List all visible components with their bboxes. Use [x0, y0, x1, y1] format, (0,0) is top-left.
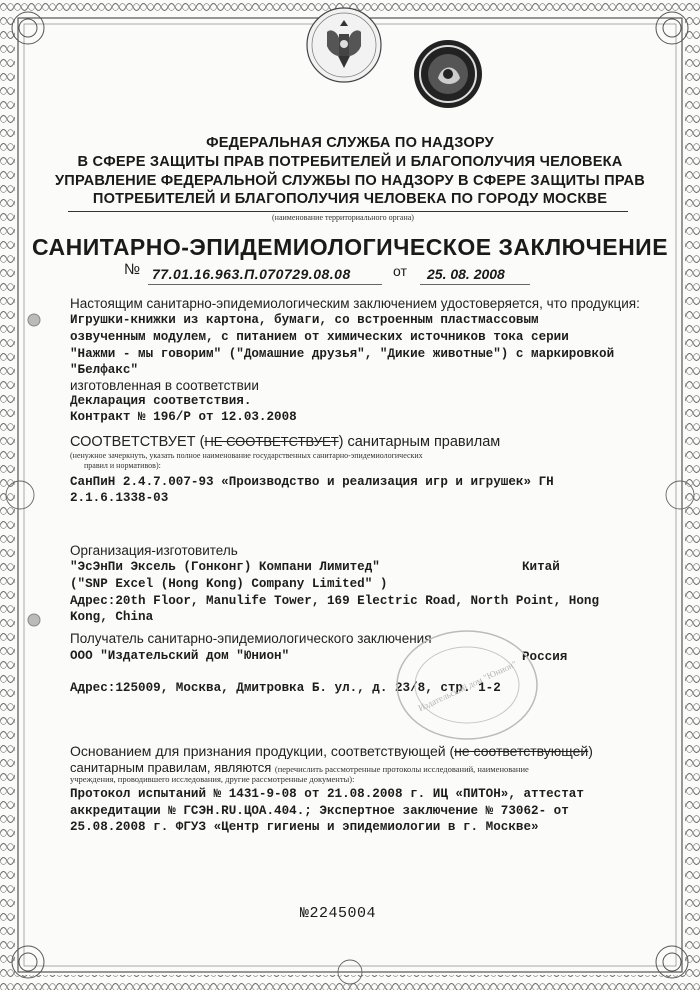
- product-line: озвученным модулем, с питанием от химических источников тока серии: [70, 330, 569, 344]
- date-from-label: от: [393, 263, 407, 279]
- protocol-line: 25.08.2008 г. ФГУЗ «Центр гигиены и эпидемиологии в г. Москве»: [70, 820, 539, 834]
- basis-statement: [70, 743, 593, 759]
- product-line: "Белфакс": [70, 363, 139, 377]
- product-line: Игрушки-книжки из картона, бумаги, со встроенным пластмассовым: [70, 313, 539, 327]
- product-line: "Нажми - мы говорим" ("Домашние друзья", "Дикие животные") с маркировкой: [70, 347, 615, 361]
- document-number: 77.01.16.963.П.070729.08.08: [152, 266, 351, 282]
- territorial-body-caption: (наименование территориального органа): [272, 213, 414, 222]
- contract-line: Контракт № 196/Р от 12.03.2008: [70, 410, 297, 424]
- stamp-text: Издательский дом "Юнион": [416, 658, 519, 714]
- agency-name-line1: ФЕДЕРАЛЬНАЯ СЛУЖБА ПО НАДЗОРУ: [206, 135, 494, 151]
- recipient-country: Россия: [522, 650, 568, 664]
- basis-note-b: учреждения, проводившего исследования, другие рассмотренные документы):: [70, 774, 355, 784]
- recipient-label: Получатель санитарно-эпидемиологического заключения: [70, 631, 432, 646]
- conformity-note-2: правил и нормативов):: [84, 461, 161, 470]
- date-underline: [420, 284, 530, 285]
- recipient-name: ООО "Издательский дом "Юнион": [70, 649, 290, 663]
- basis-line2: [70, 760, 529, 775]
- protocol-line: Протокол испытаний № 1431-9-08 от 21.08.2008 г. ИЦ «ПИТОН», аттестат: [70, 787, 584, 801]
- conformity-label: СООТВЕТСТВУЕТ (: [70, 434, 205, 450]
- manufacturer-address-cont: Kong, China: [70, 610, 154, 624]
- number-underline: [148, 284, 382, 285]
- agency-name-line2: В СФЕРЕ ЗАЩИТЫ ПРАВ ПОТРЕБИТЕЛЕЙ И БЛАГОПОЛУЧИЯ ЧЕЛОВЕКА: [77, 154, 623, 170]
- regulation-line: СанПиН 2.4.7.007-93 «Производство и реализация игр и игрушек» ГН: [70, 475, 554, 489]
- made-in-accordance-label: изготовленная в соответствии: [70, 378, 259, 393]
- manufacturer-address: Адрес:20th Floor, Manulife Tower, 169 Electric Road, North Point, Hong: [70, 594, 600, 608]
- divider: [68, 211, 628, 212]
- coat-of-arms-icon: [305, 6, 383, 84]
- protocol-line: аккредитации № ГСЭН.RU.ЦОА.404.; Экспертное заключение № 73062- от: [70, 804, 569, 818]
- regional-office-line1: УПРАВЛЕНИЕ ФЕДЕРАЛЬНОЙ СЛУЖБЫ ПО НАДЗОРУ В СФЕРЕ ЗАЩИТЫ ПРАВ: [55, 173, 645, 189]
- manufacturer-name-ru: "ЭсЭнПи Эксель (Гонконг) Компани Лимитед": [70, 560, 380, 574]
- basis-note-a: (перечислить рассмотренные протоколы исследований, наименование: [274, 764, 529, 774]
- manufacturer-label: Организация-изготовитель: [70, 543, 238, 558]
- manufacturer-country: Китай: [522, 560, 560, 574]
- declaration-line: Декларация соответствия.: [70, 394, 252, 408]
- document-date: 25. 08. 2008: [427, 266, 505, 282]
- regional-office-line2: ПОТРЕБИТЕЛЕЙ И БЛАГОПОЛУЧИЯ ЧЕЛОВЕКА ПО ГОРОДУ МОСКВЕ: [92, 191, 608, 207]
- company-stamp-icon: [392, 626, 542, 744]
- product-intro: Настоящим санитарно-эпидемиологическим заключением удостоверяется, что продукция:: [70, 296, 640, 311]
- struck-not-conforming: не соответствующей: [454, 743, 589, 759]
- basis-label: Основанием для признания продукции, соответствующей (: [70, 743, 455, 759]
- conformity-label-end: ) санитарным правилам: [338, 434, 501, 450]
- struck-not-conforms: НЕ СООТВЕТСТВУЕТ: [204, 434, 339, 449]
- basis-label-2: санитарным правилам, являются: [70, 760, 272, 775]
- recipient-address: Адрес:125009, Москва, Дмитровка Б. ул., д. 23/8, стр. 1-2: [70, 681, 501, 695]
- conformity-note-1: (ненужное зачеркнуть, указать полное наименование государственных санитарно-эпидемиологических: [70, 451, 423, 460]
- regulation-line: 2.1.6.1338-03: [70, 491, 169, 505]
- form-serial-number: №2245004: [300, 905, 377, 922]
- number-sign: №: [124, 261, 141, 278]
- document-title: САНИТАРНО-ЭПИДЕМИОЛОГИЧЕСКОЕ ЗАКЛЮЧЕНИЕ: [31, 234, 669, 260]
- manufacturer-name-en: ("SNP Excel (Hong Kong) Company Limited" ): [70, 577, 388, 591]
- basis-label-end: ): [588, 743, 593, 759]
- conformity-statement: [70, 434, 500, 450]
- official-seal-icon: [412, 38, 484, 110]
